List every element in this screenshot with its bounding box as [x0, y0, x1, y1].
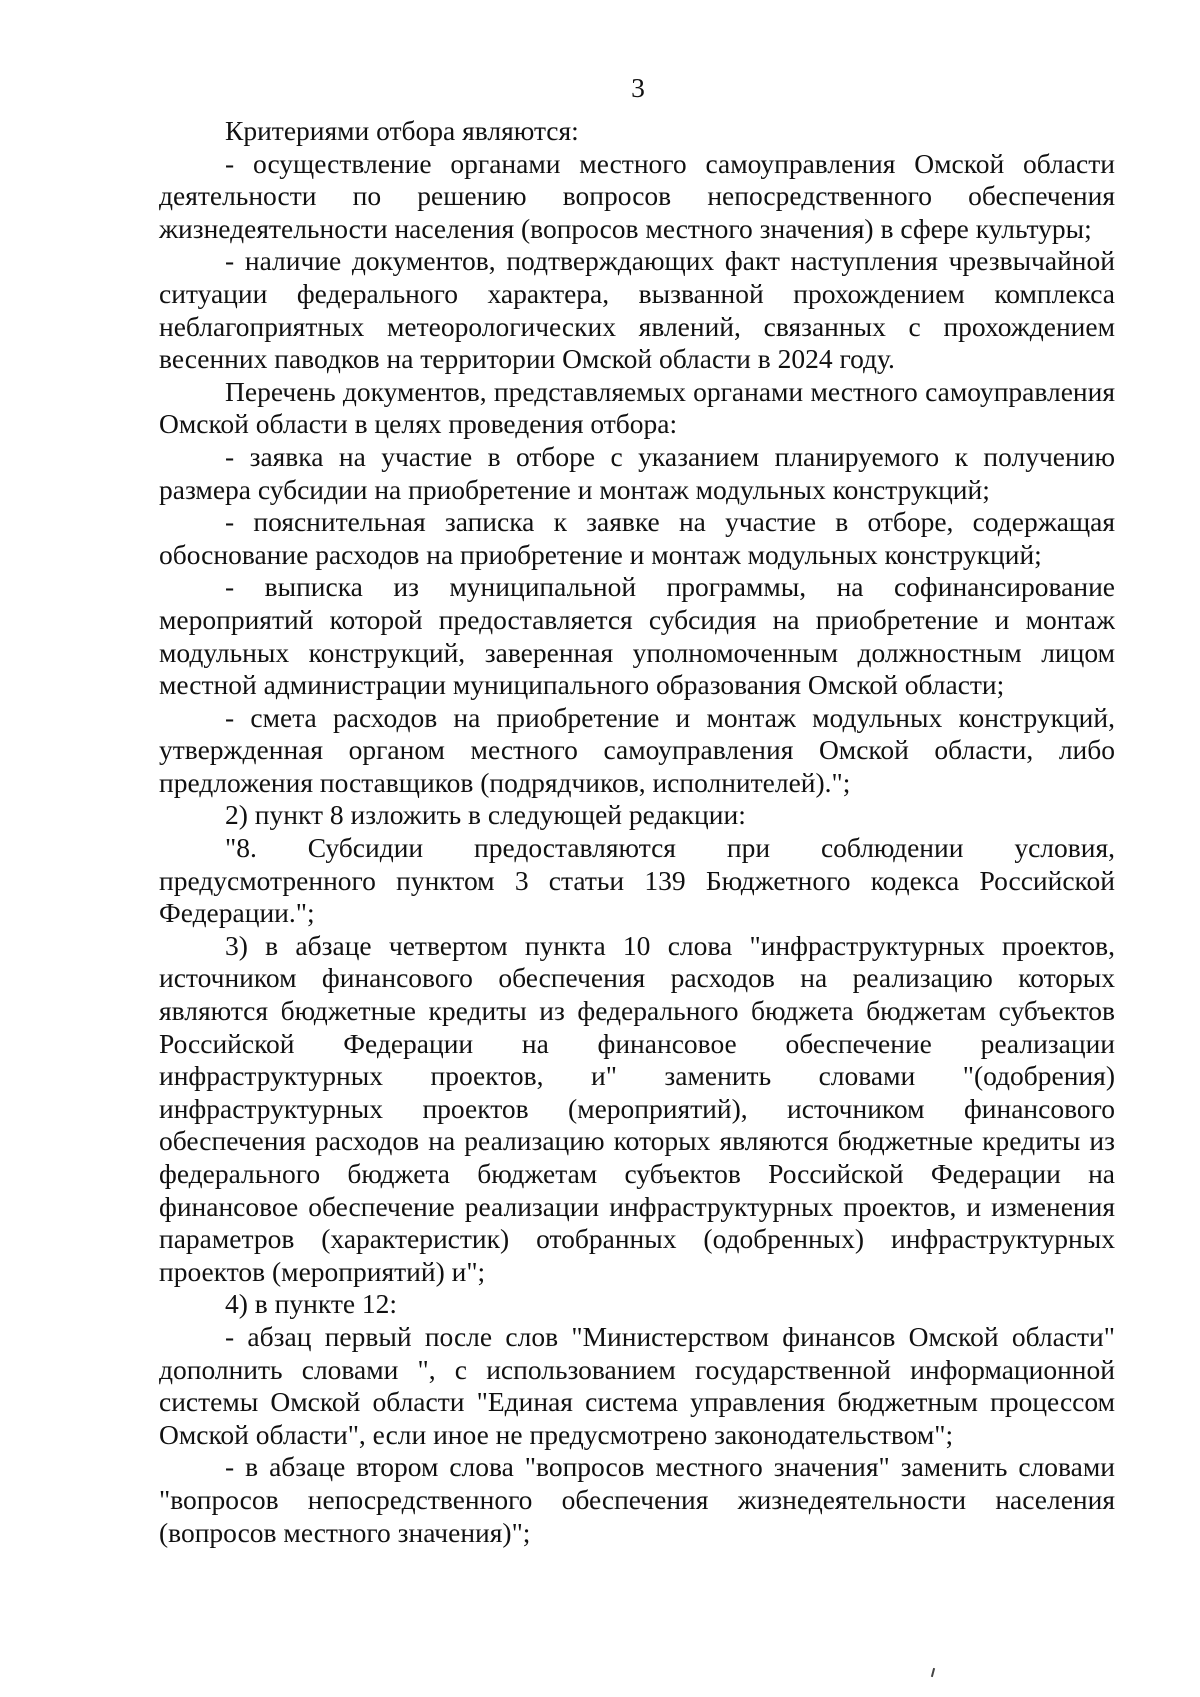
scan-mark	[931, 1668, 935, 1677]
paragraph-document-program-extract: - выписка из муниципальной программы, на софинансирование мероприятий которой предоставляется субсидия на приобретение и монтаж модульных конструкций, заверенная уполномоченным должностным лицом местной администрации муниципального образования Омской области;	[159, 571, 1115, 701]
page-number: 3	[631, 72, 645, 103]
paragraph-document-cost-estimate: - смета расходов на приобретение и монтаж модульных конструкций, утвержденная органом местного самоуправления Омской области, либо предложения поставщиков (подрядчиков, исполнителей).";	[159, 701, 1115, 798]
paragraph-item-3: 3) в абзаце четвертом пункта 10 слова "инфраструктурных проектов, источником финансового обеспечения расходов на реализацию которых являются бюджетные кредиты из федерального бюджета бюджетам субъектов Российской Федерации на финансовое обеспечение реализации инфраструктурных проектов, и" заменить словами "(одобрения) инфраструктурных проектов (мероприятий), источником финансового обеспечения расходов на реализацию которых являются бюджетные кредиты из федерального бюджета бюджетам субъектов Российской Федерации на финансовое обеспечение реализации инфраструктурных проектов, и изменения параметров (характеристик) отобранных (одобренных) инфраструктурных проектов (мероприятий) и";	[159, 929, 1115, 1287]
paragraph-document-explanatory-note: - пояснительная записка к заявке на участие в отборе, содержащая обоснование расходов на приобретение и монтаж модульных конструкций;	[159, 506, 1115, 570]
paragraph-item-2: 2) пункт 8 изложить в следующей редакции:	[225, 799, 746, 831]
paragraph-document-application: - заявка на участие в отборе с указанием планируемого к получению размера субсидии на приобретение и монтаж модульных конструкций;	[159, 440, 1115, 505]
paragraph-item-4-second-paragraph: - в абзаце втором слова "вопросов местного значения" заменить словами "вопросов непосредственного обеспечения жизнедеятельности населения (вопросов местного значения)";	[159, 1451, 1115, 1548]
paragraph-criterion-local-self-government: - осуществление органами местного самоуправления Омской области деятельности по решению вопросов непосредственного обеспечения жизнедеятельности населения (вопросов местного значения) в сфере культуры;	[159, 147, 1115, 244]
paragraph-point-8: "8. Субсидии предоставляются при соблюдении условия, предусмотренного пунктом 3 статьи 139 Бюджетного кодекса Российской Федерации.";	[159, 832, 1115, 929]
paragraph-criterion-emergency-documents: - наличие документов, подтверждающих факт наступления чрезвычайной ситуации федерального характера, вызванной прохождением комплекса неблагоприятных метеорологических явлений, связанных с прохождением весенних паводков на территории Омской области в 2024 году.	[159, 245, 1115, 375]
document-body	[159, 115, 1115, 1549]
paragraph-item-4: 4) в пункте 12:	[225, 1288, 398, 1320]
paragraph-selection-criteria-heading: Критериями отбора являются:	[225, 115, 579, 146]
paragraph-item-4-first-paragraph: - абзац первый после слов "Министерством финансов Омской области" дополнить словами ", с использованием государственной информационной системы Омской области "Единая система управления бюджетным процессом Омской области", если иное не предусмотрено законодательством";	[159, 1320, 1115, 1450]
paragraph-documents-list-heading: Перечень документов, представляемых органами местного самоуправления Омской области в целях проведения отбора:	[159, 375, 1115, 440]
